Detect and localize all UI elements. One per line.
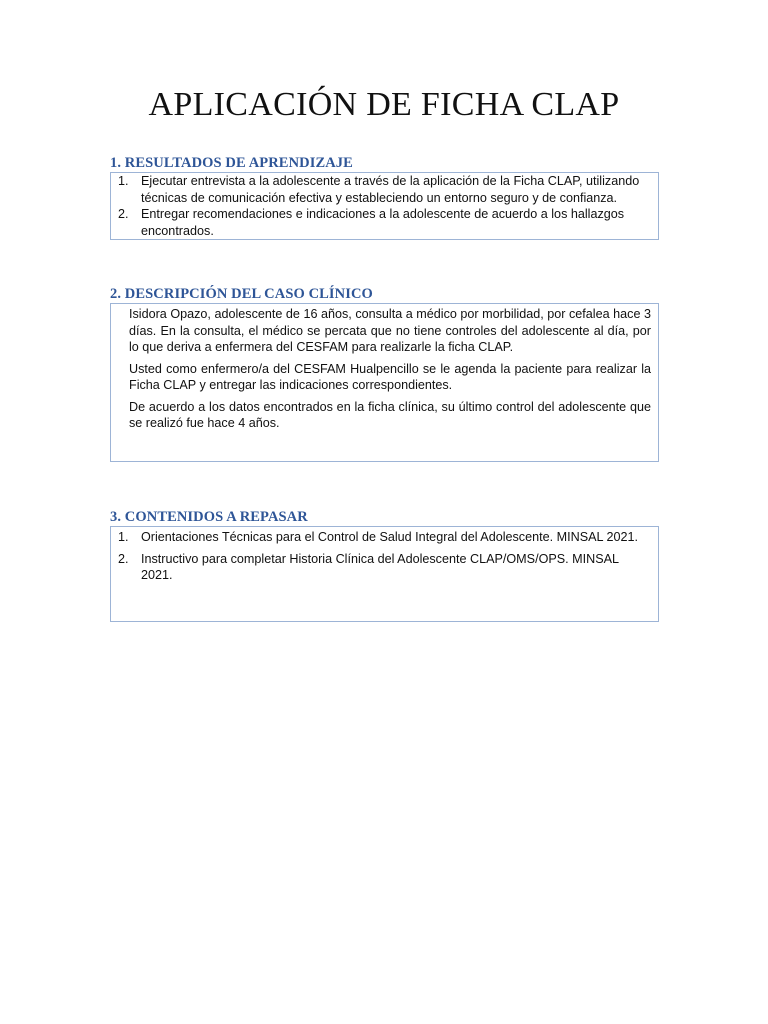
list-item-number: 2. (118, 551, 129, 566)
learning-outcomes-list (111, 173, 658, 239)
review-contents-list (111, 529, 658, 584)
section-learning-outcomes (110, 155, 659, 240)
list-item-text: Instructivo para completar Historia Clínica del Adolescente CLAP/OMS/OPS. MINSAL 2021. (141, 551, 619, 582)
review-contents-box (110, 526, 659, 622)
list-item (111, 206, 658, 239)
section-clinical-case (110, 286, 659, 462)
section-heading: 3. CONTENIDOS A REPASAR (110, 509, 308, 525)
list-item-text: Entregar recomendaciones e indicaciones a la adolescente de acuerdo a los hallazgos encontrados. (141, 207, 625, 238)
document-title: APLICACIÓN DE FICHA CLAP (148, 86, 620, 123)
list-item (111, 529, 658, 546)
list-item (111, 551, 658, 584)
list-item-number: 1. (118, 530, 129, 544)
case-paragraph: Isidora Opazo, adolescente de 16 años, consulta a médico por morbilidad, por cefalea hace 3 días. En la consulta, el médico se percata que no tiene controles del adolescente al día, por lo que deriva a enfermera del CESFAM para realizarle la ficha CLAP. (129, 307, 651, 354)
learning-outcomes-box (110, 172, 659, 240)
list-item-number: 1. (118, 174, 129, 188)
case-paragraph: De acuerdo a los datos encontrados en la ficha clínica, su último control del adolescente que se realizó fue hace 4 años. (129, 399, 651, 430)
section-heading: 1. RESULTADOS DE APRENDIZAJE (110, 155, 353, 171)
list-item-text: Orientaciones Técnicas para el Control de Salud Integral del Adolescente. MINSAL 2021. (141, 530, 639, 544)
list-item (111, 173, 658, 206)
case-paragraph: Usted como enfermero/a del CESFAM Hualpencillo se le agenda la paciente para realizar la Ficha CLAP y entregar las indicaciones correspondientes. (129, 361, 651, 392)
list-item-number: 2. (118, 207, 129, 221)
section-review-contents (110, 509, 659, 622)
list-item-text: Ejecutar entrevista a la adolescente a través de la aplicación de la Ficha CLAP, utilizando técnicas de comunicación efectiva y estableciendo un entorno seguro y de confianza. (141, 174, 640, 205)
section-heading: 2. DESCRIPCIÓN DEL CASO CLÍNICO (110, 286, 373, 302)
clinical-case-box (110, 303, 659, 462)
